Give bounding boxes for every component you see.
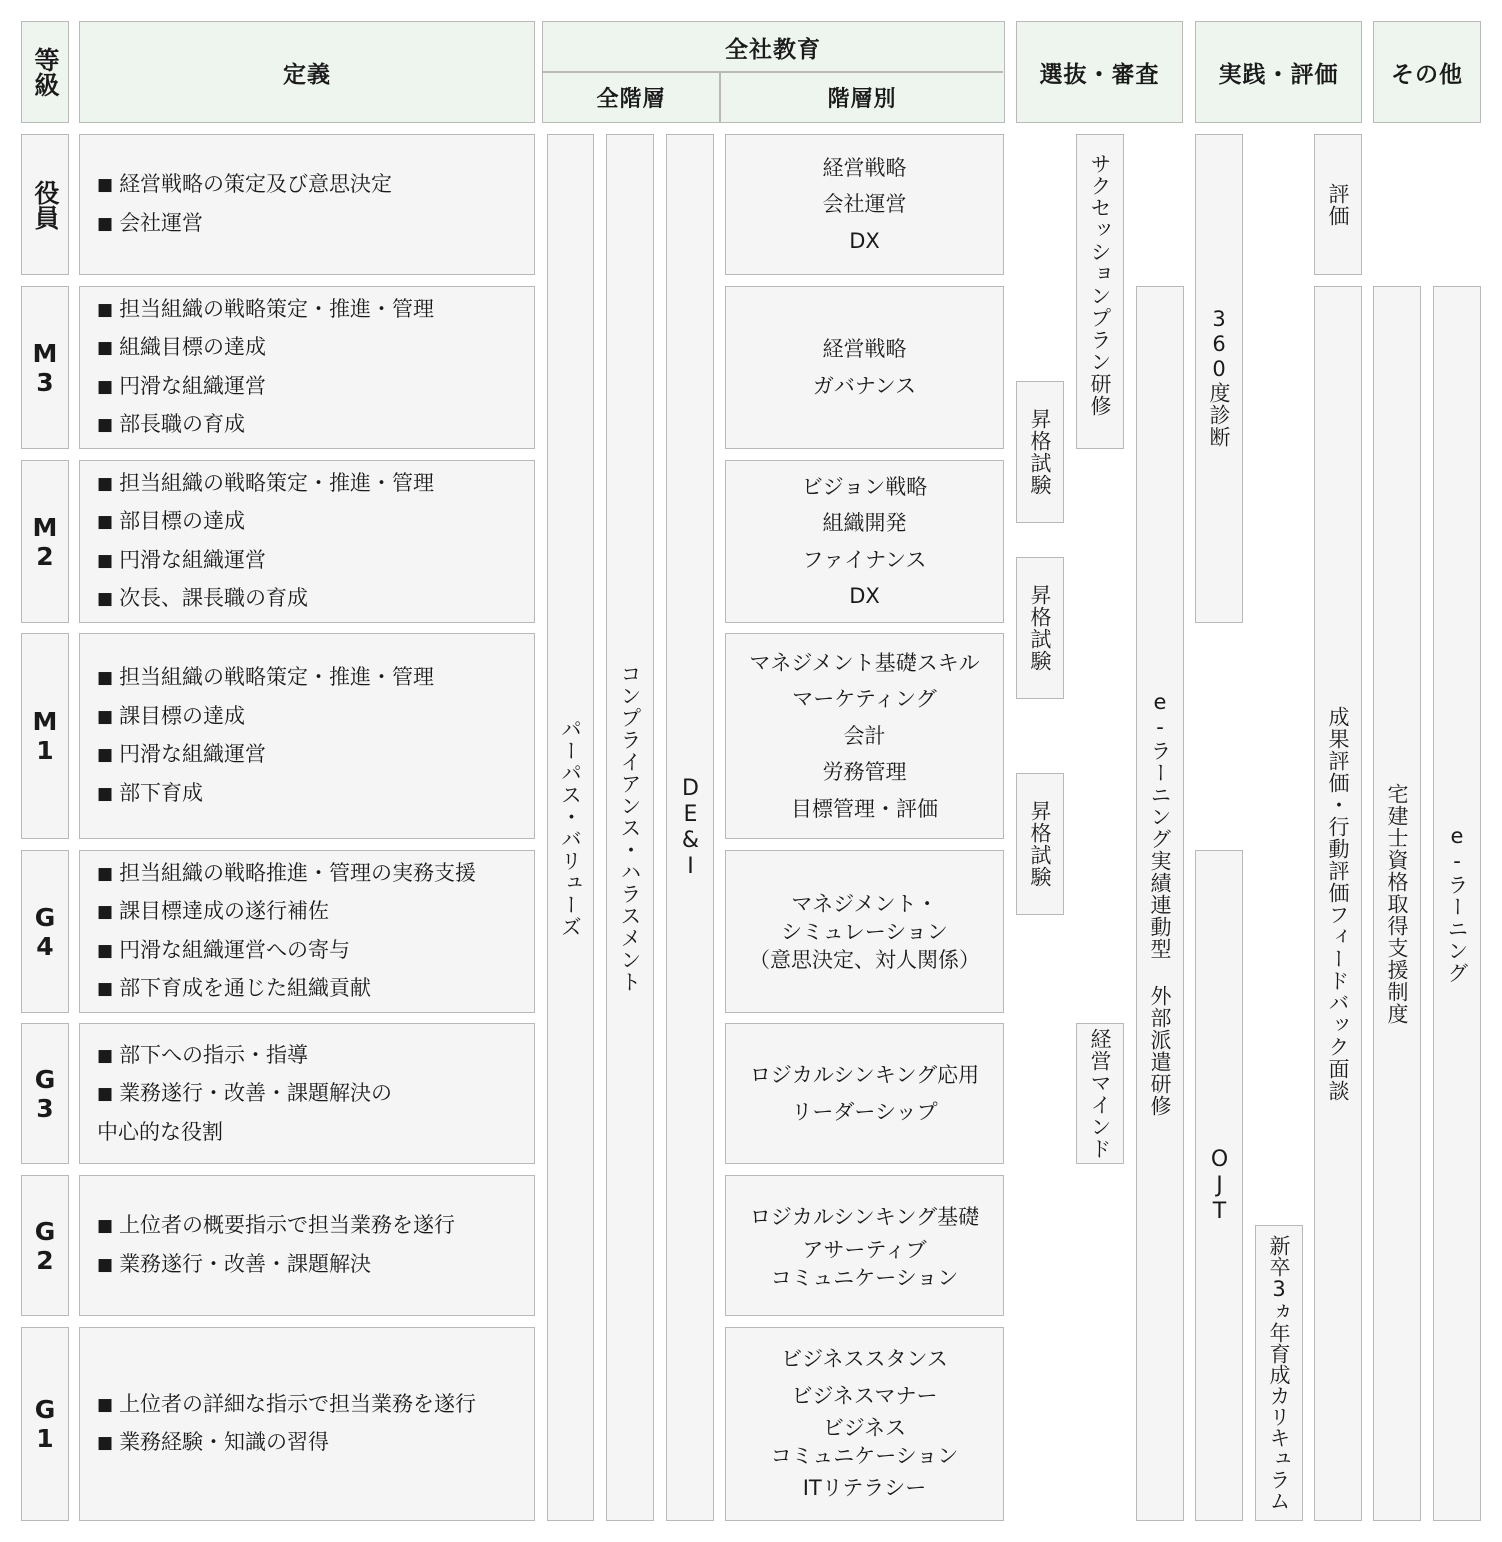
definition-m1: ■ 担当組織の戦略策定・推進・管理 ■ 課目標の達成 ■ 円滑な組織運営 ■ 部下育成 xyxy=(79,633,535,839)
company-education-header xyxy=(542,21,1005,123)
courses-g3: ロジカルシンキング応用 リーダーシップ xyxy=(725,1023,1004,1164)
definition-m3: ■ 担当組織の戦略策定・推進・管理 ■ 組織目標の達成 ■ 円滑な組織運営 ■ 部長職の育成 xyxy=(79,286,535,449)
grade-g2: G2 xyxy=(21,1175,69,1316)
grade-header: 等級 xyxy=(21,21,69,123)
succession-plan-training: サクセッションプラン研修 xyxy=(1076,134,1124,449)
courses-g4: マネジメント・ シミュレーション （意思決定、対人関係） xyxy=(725,850,1004,1013)
by-level-header: 階層別 xyxy=(827,86,897,112)
evaluation: 評価 xyxy=(1314,134,1362,275)
grade-g4: G4 xyxy=(21,850,69,1013)
courses-m2: ビジョン戦略 組織開発 ファイナンス DX xyxy=(725,460,1004,623)
management-mind: 経営マインド xyxy=(1076,1023,1124,1164)
promotion-exam-m1: 昇格試験 xyxy=(1016,773,1064,915)
grade-yakuin: 役員 xyxy=(21,134,69,275)
selection-header: 選抜・審査 xyxy=(1016,21,1183,123)
courses-m3: 経営戦略 ガバナンス xyxy=(725,286,1004,449)
license-support: 宅建士資格取得支援制度 xyxy=(1373,286,1421,1521)
elearning: e-ラーニング xyxy=(1433,286,1481,1521)
courses-g1: ビジネススタンス ビジネスマナー ビジネス コミュニケーション ITリテラシー xyxy=(725,1327,1004,1521)
grade-m1: M1 xyxy=(21,633,69,839)
courses-yakuin: 経営戦略 会社運営 DX xyxy=(725,134,1004,275)
other-header: その他 xyxy=(1373,21,1481,123)
all-levels-header: 全階層 xyxy=(596,86,666,112)
practice-header: 実践・評価 xyxy=(1195,21,1362,123)
definition-g3: ■ 部下への指示・指導 ■ 業務遂行・改善・課題解決の 中心的な役割 xyxy=(79,1023,535,1164)
new-grad-curriculum: 新卒3ヵ年育成カリキュラム xyxy=(1255,1225,1303,1521)
diagnosis-360: 360度診断 xyxy=(1195,134,1243,623)
grade-g3: G3 xyxy=(21,1023,69,1164)
courses-g2: ロジカルシンキング基礎 アサーティブ コミュニケーション xyxy=(725,1175,1004,1316)
grade-m3: M3 xyxy=(21,286,69,449)
program-compliance-harassment: コンプライアンス・ハラスメント xyxy=(606,134,654,1521)
definition-g4: ■ 担当組織の戦略推進・管理の実務支援 ■ 課目標達成の遂行補佐 ■ 円滑な組織運営への寄与 ■ 部下育成を通じた組織貢献 xyxy=(79,850,535,1013)
elearning-external-training: e-ラーニング実績連動型 外部派遣研修 xyxy=(1136,286,1184,1521)
feedback-interview: 成果評価・行動評価フィードバック面談 xyxy=(1314,286,1362,1521)
ojt: OJT xyxy=(1195,850,1243,1521)
definition-yakuin: ■ 経営戦略の策定及び意思決定 ■ 会社運営 xyxy=(79,134,535,275)
courses-m1: マネジメント基礎スキル マーケティング 会計 労務管理 目標管理・評価 xyxy=(725,633,1004,839)
promotion-exam-m2: 昇格試験 xyxy=(1016,557,1064,699)
definition-m2: ■ 担当組織の戦略策定・推進・管理 ■ 部目標の達成 ■ 円滑な組織運営 ■ 次長、課長職の育成 xyxy=(79,460,535,623)
company-education-title: 全社教育 xyxy=(725,36,821,63)
program-purpose-values: パーパス・バリューズ xyxy=(547,134,594,1521)
definition-g1: ■ 上位者の詳細な指示で担当業務を遂行 ■ 業務経験・知識の習得 xyxy=(79,1327,535,1521)
definition-g2: ■ 上位者の概要指示で担当業務を遂行 ■ 業務遂行・改善・課題解決 xyxy=(79,1175,535,1316)
promotion-exam-m3: 昇格試験 xyxy=(1016,381,1064,523)
grade-g1: G1 xyxy=(21,1327,69,1521)
grade-m2: M2 xyxy=(21,460,69,623)
program-dei: DE&I xyxy=(666,134,714,1521)
definition-header: 定義 xyxy=(79,21,535,123)
